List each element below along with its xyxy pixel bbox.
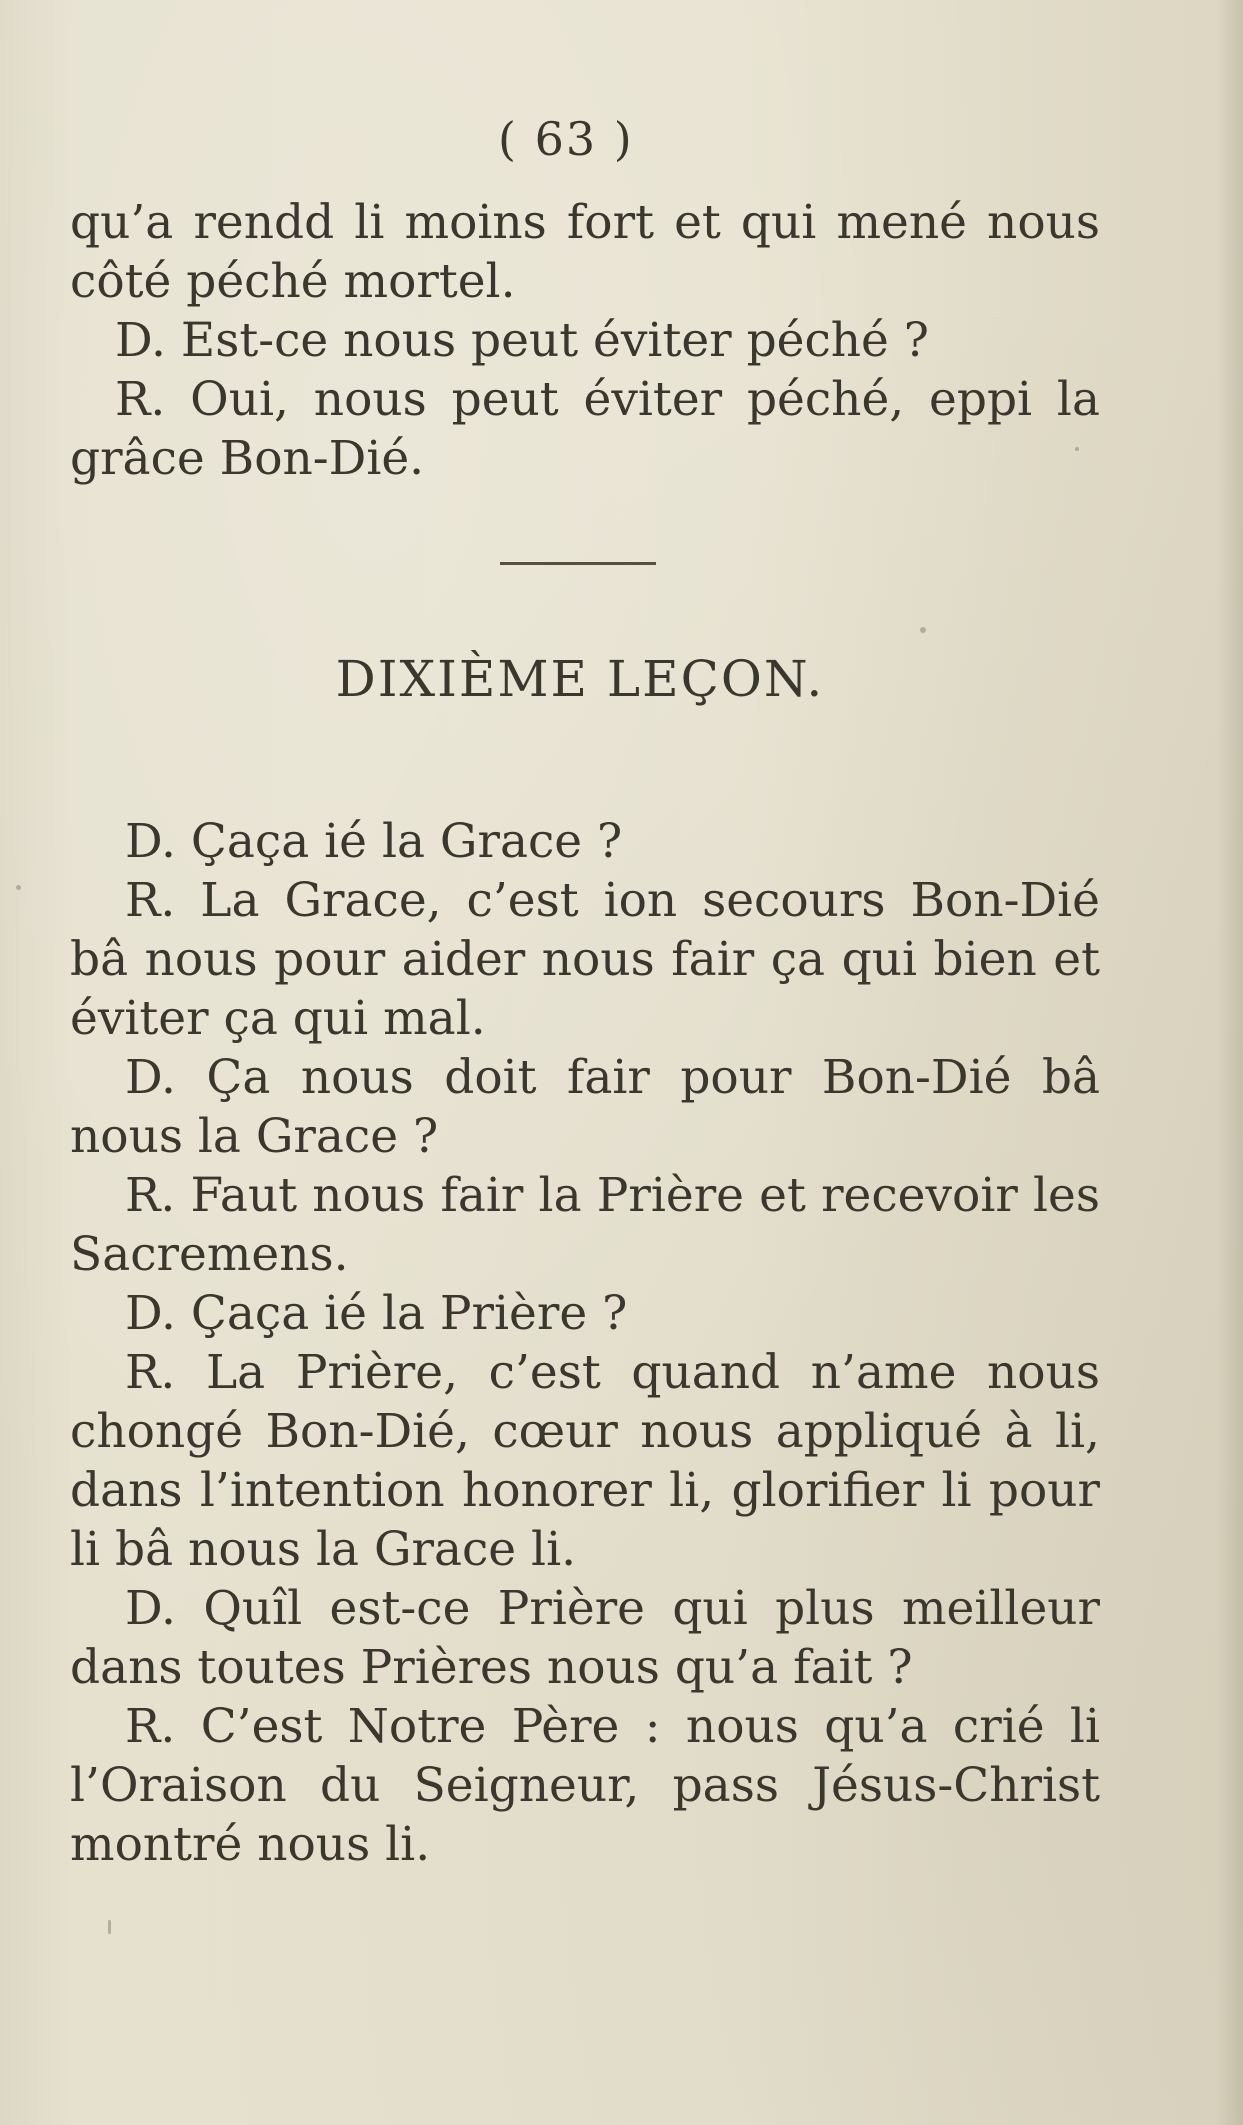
lesson-heading: DIXIÈME LEÇON.: [335, 650, 825, 708]
section-divider: [500, 562, 656, 565]
paragraph: D. Quîl est-ce Prière qui plus meilleur dans toutes Prières nous qu’a fait ?: [70, 1581, 1100, 1695]
paragraph: D. Ça nous doit fair pour Bon-Dié bâ nous la Grace ?: [70, 1050, 1100, 1164]
paragraph: D. Çaça ié la Prière ?: [125, 1286, 628, 1341]
paragraph: R. La Prière, c’est quand n’ame nous chongé Bon-Dié, cœur nous appliqué à li, dans l’intention honorer li, glorifier li pour li bâ nous la Grace li.: [70, 1345, 1100, 1577]
paragraph: D. Est-ce nous peut éviter péché ?: [115, 313, 930, 368]
paragraph: R. C’est Notre Père : nous qu’a crié li l’Oraison du Seigneur, pass Jésus-Christ montré nous li.: [70, 1699, 1100, 1872]
page-edge-shadow: [1217, 0, 1243, 2125]
lesson-text: [70, 812, 1100, 1874]
page-number: ( 63 ): [498, 112, 634, 166]
paragraph: R. Oui, nous peut éviter péché, eppi la grâce Bon-Dié.: [70, 372, 1100, 486]
paper-speck: [108, 1920, 111, 1934]
paragraph: R. Faut nous fair la Prière et recevoir les Sacremens.: [70, 1168, 1100, 1282]
continued-text: [70, 193, 1100, 488]
paper-speck: [920, 627, 926, 633]
paragraph: D. Çaça ié la Grace ?: [125, 814, 623, 869]
paragraph: R. La Grace, c’est ion secours Bon-Dié bâ nous pour aider nous fair ça qui bien et éviter ça qui mal.: [70, 873, 1100, 1046]
paper-speck: [16, 885, 21, 890]
paper-speck: [1075, 447, 1079, 451]
paragraph: qu’a rendd li moins fort et qui mené nous côté péché mortel.: [70, 195, 1100, 309]
